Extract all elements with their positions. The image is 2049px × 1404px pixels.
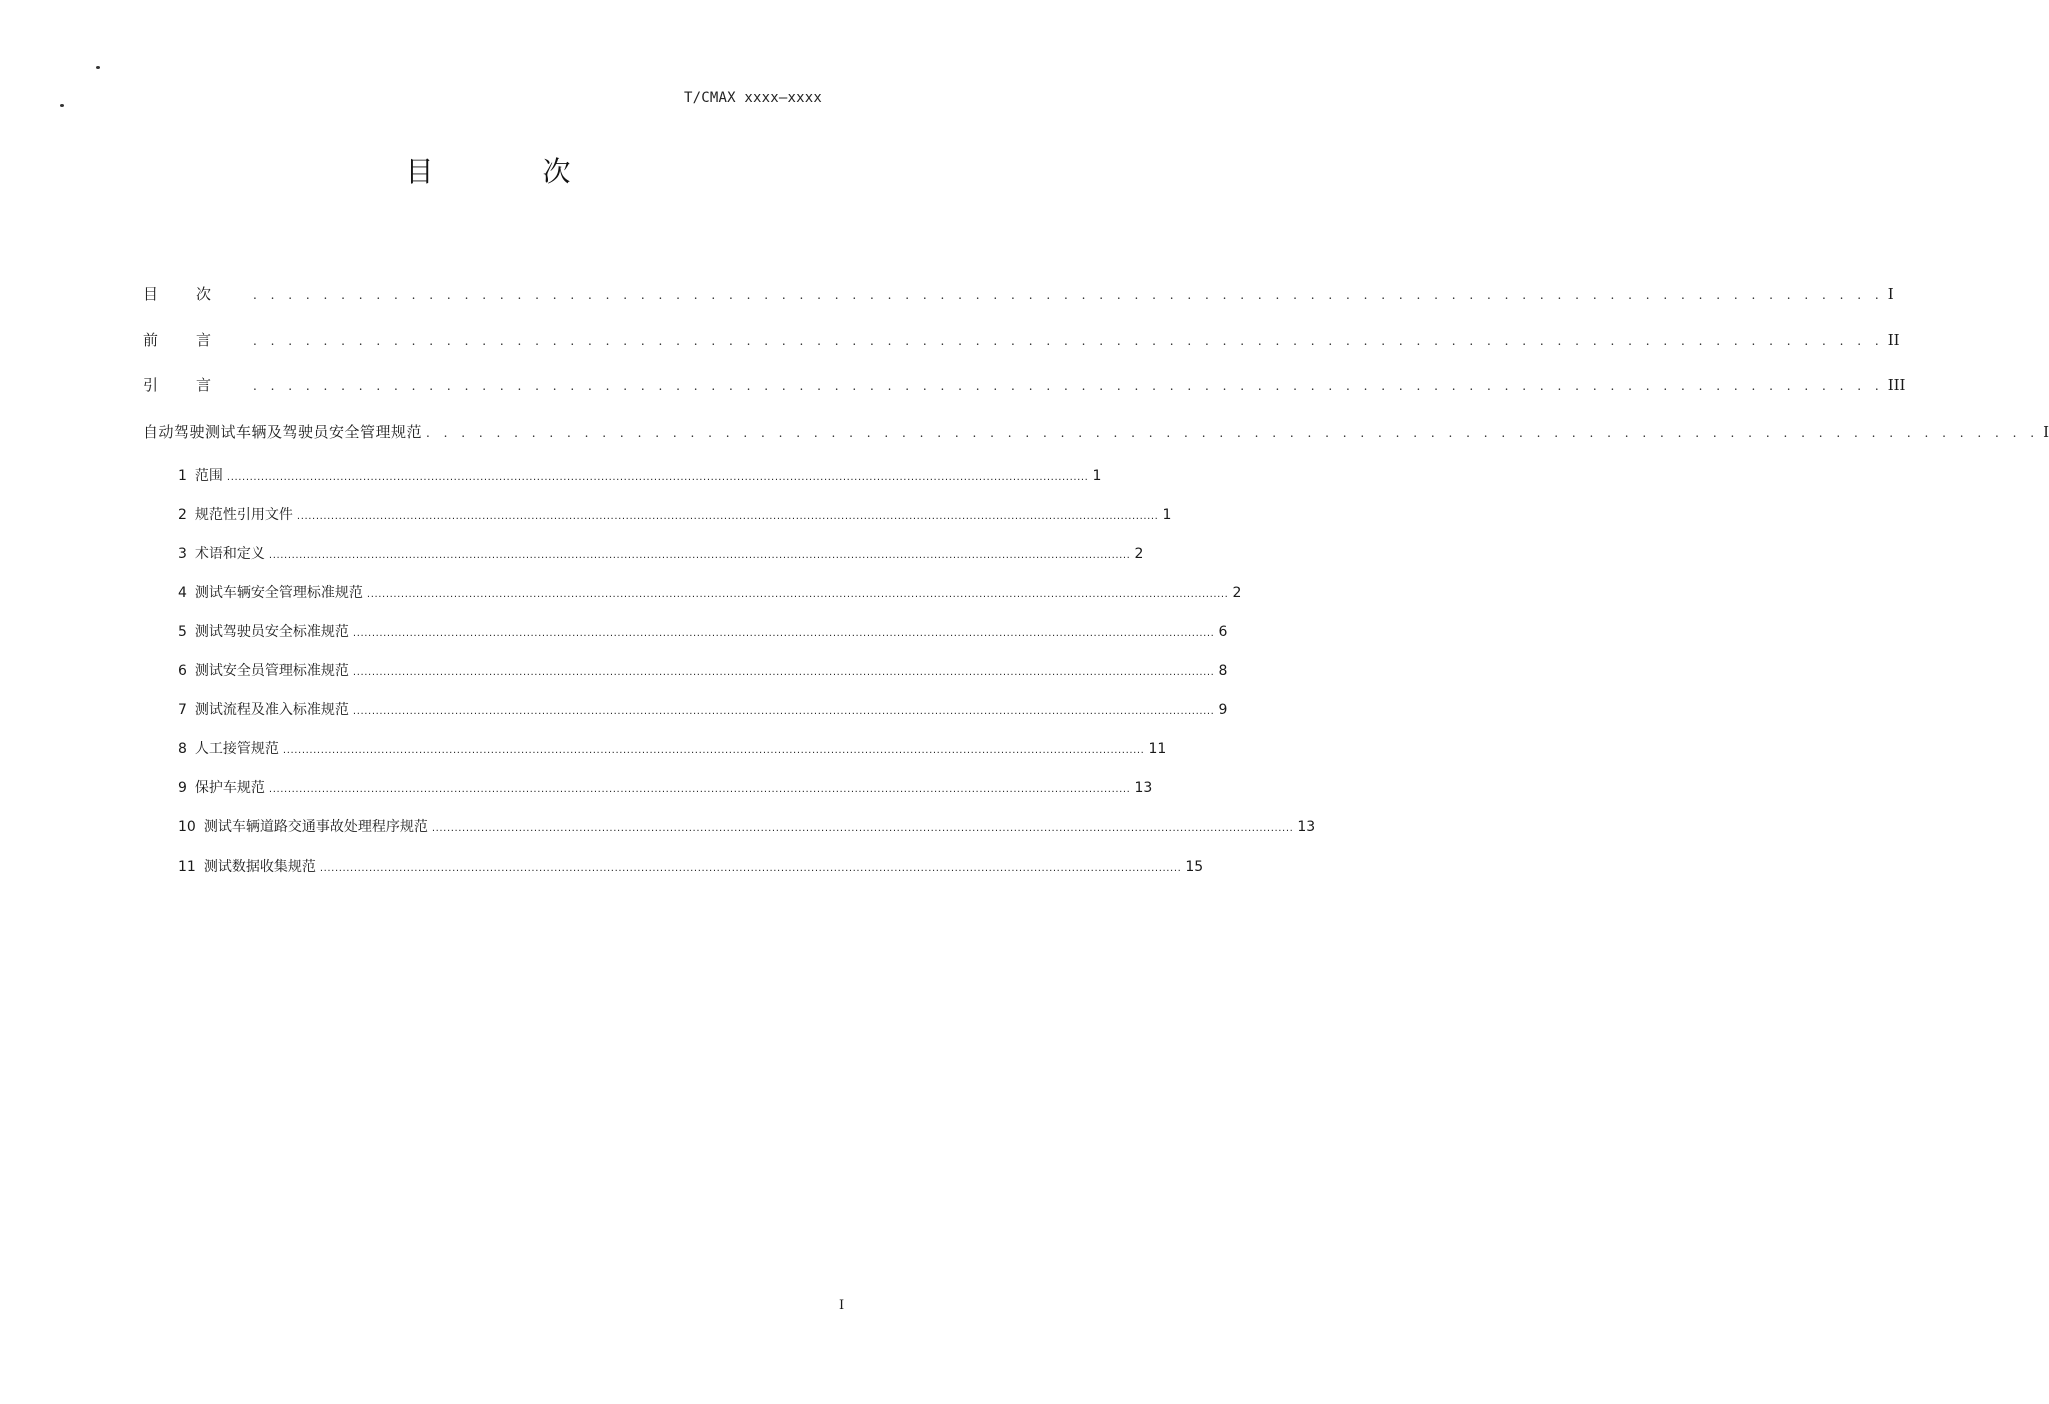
toc-section-6[interactable]: [178, 660, 1228, 680]
section-label: 规范性引用文件: [194, 507, 293, 523]
toc-entry-page: II: [1887, 331, 1900, 349]
toc-entry-page: III: [1887, 376, 1906, 394]
toc-entry-introduction[interactable]: [143, 374, 1906, 395]
toc-entry-page: I: [1887, 285, 1894, 303]
toc-section-11[interactable]: [178, 856, 1204, 876]
section-label: 术语和定义: [194, 546, 265, 562]
section-number: 8: [178, 741, 187, 757]
section-label: 范围: [194, 468, 223, 484]
page-number: I: [839, 1298, 845, 1313]
toc-section-7[interactable]: [178, 699, 1228, 719]
section-page: 9: [1218, 702, 1228, 718]
section-number: 2: [178, 507, 187, 523]
section-label: 测试车辆道路交通事故处理程序规范: [203, 819, 428, 835]
section-number: 10: [178, 819, 196, 835]
dot-leader: . . . . . . . . . . . . . . . . . . . . . . . . . . . . . . . . . . . . . . . . . . . . . . . . . . . . . . . . . . . . . . . . . . . . . . . . . . . . . . . . . . . . . . . . . . . . .: [253, 379, 1884, 393]
toc-section-8[interactable]: [178, 738, 1167, 758]
toc-entry-main-standard[interactable]: [143, 421, 2049, 442]
section-label: 保护车规范: [194, 780, 265, 796]
dot-leader: . . . . . . . . . . . . . . . . . . . . . . . . . . . . . . . . . . . . . . . . . . . . . . . . . . . . . . . . . . . . . . . . . . . . . . . . . . . . . . . . . . . . . . . . . . . .: [426, 426, 2040, 440]
dot-leader: ....................................................................................................................................................................................................................................: [268, 550, 1131, 561]
dot-leader: . . . . . . . . . . . . . . . . . . . . . . . . . . . . . . . . . . . . . . . . . . . . . . . . . . . . . . . . . . . . . . . . . . . . . . . . . . . . . . . . . . . . . . . . . . . . .: [253, 334, 1884, 348]
section-page: 2: [1232, 585, 1242, 601]
toc-entry-label: 目次: [143, 285, 250, 303]
toc-entry-label: 引言: [143, 376, 250, 394]
toc-entry-label: 前言: [143, 331, 250, 349]
toc-section-3[interactable]: [178, 543, 1144, 563]
section-number: 6: [178, 663, 187, 679]
section-page: 13: [1134, 780, 1153, 796]
section-page: 6: [1218, 624, 1228, 640]
section-page: 1: [1162, 507, 1172, 523]
toc-section-9[interactable]: [178, 777, 1153, 797]
section-label: 测试数据收集规范: [203, 859, 316, 875]
section-number: 4: [178, 585, 187, 601]
section-number: 5: [178, 624, 187, 640]
section-page: 1: [1092, 468, 1102, 484]
toc-section-10[interactable]: [178, 816, 1316, 836]
page-title: 目 次: [405, 155, 621, 188]
scan-speck: [96, 66, 100, 69]
section-page: 8: [1218, 663, 1228, 679]
section-number: 1: [178, 468, 187, 484]
dot-leader: ....................................................................................................................................................................................................................................: [366, 589, 1229, 600]
section-number: 3: [178, 546, 187, 562]
dot-leader: ....................................................................................................................................................................................................................................: [226, 472, 1089, 483]
section-page: 11: [1148, 741, 1167, 757]
document-code: T/CMAX xxxx—xxxx: [684, 90, 823, 106]
dot-leader: ....................................................................................................................................................................................................................................: [352, 706, 1215, 717]
dot-leader: ....................................................................................................................................................................................................................................: [282, 745, 1145, 756]
section-number: 9: [178, 780, 187, 796]
toc-entry-foreword[interactable]: [143, 329, 1900, 350]
toc-section-1[interactable]: [178, 465, 1102, 485]
dot-leader: ....................................................................................................................................................................................................................................: [352, 667, 1215, 678]
toc-entry-contents[interactable]: [143, 283, 1894, 304]
toc-entry-page: I: [2043, 423, 2049, 441]
dot-leader: ....................................................................................................................................................................................................................................: [352, 628, 1215, 639]
section-label: 测试流程及准入标准规范: [194, 702, 349, 718]
scan-speck: [60, 104, 64, 107]
dot-leader: . . . . . . . . . . . . . . . . . . . . . . . . . . . . . . . . . . . . . . . . . . . . . . . . . . . . . . . . . . . . . . . . . . . . . . . . . . . . . . . . . . . . . . . . . . . . .: [253, 288, 1884, 302]
toc-section-5[interactable]: [178, 621, 1228, 641]
dot-leader: ....................................................................................................................................................................................................................................: [268, 784, 1131, 795]
toc-section-4[interactable]: [178, 582, 1242, 602]
toc-section-2[interactable]: [178, 504, 1172, 524]
section-page: 13: [1297, 819, 1316, 835]
section-number: 7: [178, 702, 187, 718]
dot-leader: ....................................................................................................................................................................................................................................: [319, 863, 1182, 874]
section-page: 15: [1185, 859, 1204, 875]
section-label: 测试车辆安全管理标准规范: [194, 585, 363, 601]
section-page: 2: [1134, 546, 1144, 562]
dot-leader: ....................................................................................................................................................................................................................................: [431, 823, 1294, 834]
toc-entry-label: 自动驾驶测试车辆及驾驶员安全管理规范: [143, 423, 423, 441]
section-label: 测试驾驶员安全标准规范: [194, 624, 349, 640]
dot-leader: ....................................................................................................................................................................................................................................: [296, 511, 1159, 522]
section-label: 测试安全员管理标准规范: [194, 663, 349, 679]
section-label: 人工接管规范: [194, 741, 279, 757]
section-number: 11: [178, 859, 196, 875]
